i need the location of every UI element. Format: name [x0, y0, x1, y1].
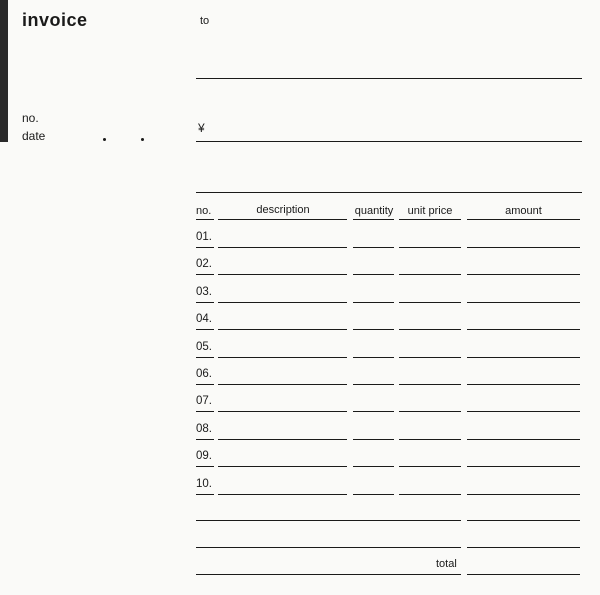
row-number-underline — [196, 411, 214, 412]
quantity-field-line — [353, 274, 394, 275]
recipient-line — [196, 78, 582, 79]
header-underline — [399, 219, 461, 220]
column-header-amount: amount — [505, 205, 542, 217]
unit-price-field-line — [399, 411, 461, 412]
recipient-label: to — [200, 15, 210, 27]
unit-price-field-line — [399, 302, 461, 303]
row-number-underline — [196, 494, 214, 495]
unit-price-field-line — [399, 247, 461, 248]
quantity-field-line — [353, 302, 394, 303]
tax-rule — [196, 547, 461, 548]
description-field-line — [218, 302, 347, 303]
unit-price-field-line — [399, 466, 461, 467]
total-amount-line — [467, 574, 580, 575]
unit-price-field-line — [399, 494, 461, 495]
description-field-line — [218, 384, 347, 385]
currency-symbol: ¥ — [198, 121, 205, 135]
row-number-underline — [196, 466, 214, 467]
row-number-underline — [196, 439, 214, 440]
row-number-underline — [196, 384, 214, 385]
quantity-field-line — [353, 411, 394, 412]
description-field-line — [218, 494, 347, 495]
header-underline — [218, 219, 347, 220]
invoice-title: invoice — [22, 10, 88, 30]
description-field-line — [218, 274, 347, 275]
row-number: 04. — [196, 313, 212, 326]
row-number: 06. — [196, 368, 212, 380]
amount-field-line — [467, 384, 580, 385]
description-field-line — [218, 411, 347, 412]
total-label: total — [436, 558, 457, 570]
description-field-line — [218, 466, 347, 467]
header-underline — [196, 219, 214, 220]
row-number: 07. — [196, 395, 212, 408]
header-underline — [353, 219, 394, 220]
description-field-line — [218, 247, 347, 248]
column-header-quantity: quantity — [354, 205, 394, 217]
quantity-field-line — [353, 384, 394, 385]
unit-price-field-line — [399, 329, 461, 330]
date-separator-dot — [141, 138, 144, 141]
quantity-field-line — [353, 247, 394, 248]
row-number: 08. — [196, 422, 212, 435]
table-top-rule — [196, 192, 582, 193]
description-field-line — [218, 357, 347, 358]
row-number: 02. — [196, 258, 212, 271]
description-field-line — [218, 329, 347, 330]
date-separator-dot — [103, 138, 106, 141]
amount-field-line — [467, 466, 580, 467]
row-number: 03. — [196, 285, 212, 298]
quantity-field-line — [353, 466, 394, 467]
amount-field-line — [467, 411, 580, 412]
amount-field-line — [467, 357, 580, 358]
row-number-underline — [196, 247, 214, 248]
row-number-underline — [196, 274, 214, 275]
quantity-field-line — [353, 357, 394, 358]
amount-field-line — [467, 329, 580, 330]
tax-amount-line — [467, 547, 580, 548]
row-number: 10. — [196, 477, 212, 490]
description-field-line — [218, 439, 347, 440]
left-edge-strip — [0, 0, 8, 142]
column-header-no: no. — [196, 205, 212, 217]
unit-price-field-line — [399, 357, 461, 358]
quantity-field-line — [353, 329, 394, 330]
header-underline — [467, 219, 580, 220]
unit-price-field-line — [399, 439, 461, 440]
subtotal-rule — [196, 520, 461, 521]
row-number-underline — [196, 329, 214, 330]
quantity-field-line — [353, 494, 394, 495]
amount-field-line — [467, 274, 580, 275]
quantity-field-line — [353, 439, 394, 440]
row-number-underline — [196, 302, 214, 303]
invoice-number-label: no. — [22, 111, 39, 125]
unit-price-field-line — [399, 274, 461, 275]
total-rule — [196, 574, 461, 575]
row-number: 05. — [196, 340, 212, 353]
amount-field-line — [467, 439, 580, 440]
unit-price-field-line — [399, 384, 461, 385]
amount-field-line — [467, 302, 580, 303]
row-number: 01. — [196, 231, 212, 243]
amount-due-line — [196, 141, 582, 142]
column-header-description: description — [256, 204, 310, 216]
invoice-date-label: date — [22, 129, 46, 143]
amount-field-line — [467, 247, 580, 248]
amount-field-line — [467, 494, 580, 495]
row-number: 09. — [196, 450, 212, 463]
subtotal-amount-line — [467, 520, 580, 521]
column-header-unit-price: unit price — [407, 205, 453, 217]
row-number-underline — [196, 357, 214, 358]
